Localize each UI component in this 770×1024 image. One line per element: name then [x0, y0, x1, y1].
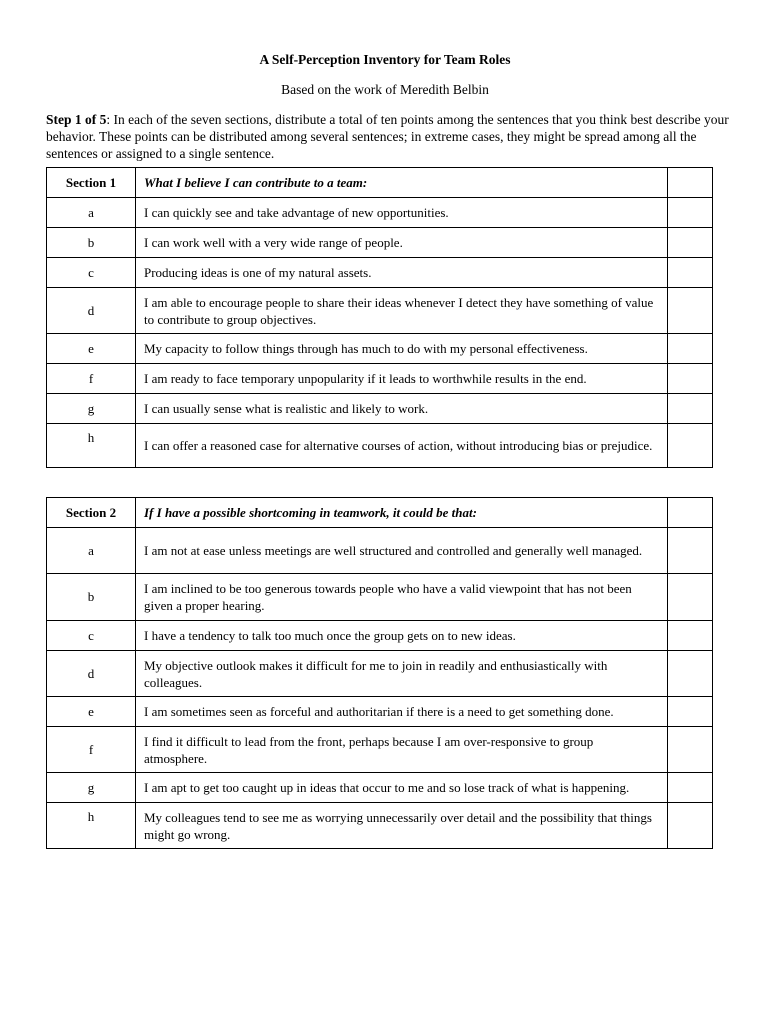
table-row: [47, 228, 713, 258]
section-label: Section 2: [47, 498, 136, 528]
row-letter: b: [47, 574, 136, 621]
row-letter: g: [47, 773, 136, 803]
score-cell[interactable]: [668, 288, 713, 334]
table-row: [47, 528, 713, 574]
table-row: [47, 394, 713, 424]
score-cell[interactable]: [668, 198, 713, 228]
table-row: [47, 334, 713, 364]
row-letter: a: [47, 528, 136, 574]
score-cell[interactable]: [668, 574, 713, 621]
score-cell[interactable]: [668, 803, 713, 849]
row-statement: Producing ideas is one of my natural assets.: [136, 258, 668, 288]
table-row: [47, 773, 713, 803]
table-row: [47, 727, 713, 773]
row-statement: I can usually sense what is realistic and likely to work.: [136, 394, 668, 424]
table-row: [47, 258, 713, 288]
score-cell[interactable]: [668, 773, 713, 803]
section-header-row: [47, 498, 713, 528]
table-row: [47, 198, 713, 228]
row-statement: My objective outlook makes it difficult for me to join in readily and enthusiastically with colleagues.: [136, 651, 668, 697]
section-1-table: [46, 167, 713, 468]
score-cell[interactable]: [668, 621, 713, 651]
row-letter: d: [47, 651, 136, 697]
row-letter: f: [47, 727, 136, 773]
score-cell[interactable]: [668, 228, 713, 258]
row-statement: I can quickly see and take advantage of new opportunities.: [136, 198, 668, 228]
row-letter: a: [47, 198, 136, 228]
row-letter: h: [47, 803, 136, 849]
row-letter: f: [47, 364, 136, 394]
score-cell[interactable]: [668, 697, 713, 727]
row-statement: I am inclined to be too generous towards people who have a valid viewpoint that has not been given a proper hearing.: [136, 574, 668, 621]
row-letter: h: [47, 424, 136, 468]
row-letter: c: [47, 258, 136, 288]
row-statement: I am apt to get too caught up in ideas that occur to me and so lose track of what is happening.: [136, 773, 668, 803]
table-row: [47, 288, 713, 334]
section-label: Section 1: [47, 168, 136, 198]
row-statement: I am able to encourage people to share their ideas whenever I detect they have something of value to contribute to group objectives.: [136, 288, 668, 334]
section-prompt: If I have a possible shortcoming in teamwork, it could be that:: [136, 498, 668, 528]
table-row: [47, 424, 713, 468]
row-statement: I am ready to face temporary unpopularity if it leads to worthwhile results in the end.: [136, 364, 668, 394]
score-cell[interactable]: [668, 424, 713, 468]
row-statement: My capacity to follow things through has much to do with my personal effectiveness.: [136, 334, 668, 364]
section-2-table: [46, 497, 713, 849]
document-subtitle: Based on the work of Meredith Belbin: [281, 82, 489, 97]
row-statement: I can work well with a very wide range of people.: [136, 228, 668, 258]
row-letter: c: [47, 621, 136, 651]
row-letter: e: [47, 334, 136, 364]
score-cell[interactable]: [668, 364, 713, 394]
score-cell[interactable]: [668, 258, 713, 288]
table-row: [47, 651, 713, 697]
row-statement: I find it difficult to lead from the front, perhaps because I am over-responsive to group atmosphere.: [136, 727, 668, 773]
row-statement: I have a tendency to talk too much once the group gets on to new ideas.: [136, 621, 668, 651]
score-cell[interactable]: [668, 498, 713, 528]
table-row: [47, 621, 713, 651]
step-text: : In each of the seven sections, distribute a total of ten points among the sentences that you think best describe your behavior. These points can be distributed among several sentences; in extreme cases, they might be spread among all the sentences or assigned to a single sentence.: [46, 112, 729, 161]
row-statement: I can offer a reasoned case for alternative courses of action, without introducing bias or prejudice.: [136, 424, 668, 468]
score-cell[interactable]: [668, 394, 713, 424]
row-letter: d: [47, 288, 136, 334]
table-row: [47, 364, 713, 394]
section-header-row: [47, 168, 713, 198]
score-cell[interactable]: [668, 528, 713, 574]
score-cell[interactable]: [668, 651, 713, 697]
row-letter: e: [47, 697, 136, 727]
step-label: Step 1 of 5: [46, 112, 107, 127]
table-row: [47, 574, 713, 621]
instructions: [46, 111, 730, 162]
document-title: A Self-Perception Inventory for Team Roles: [259, 52, 511, 67]
row-letter: g: [47, 394, 136, 424]
table-row: [47, 803, 713, 849]
score-cell[interactable]: [668, 334, 713, 364]
row-letter: b: [47, 228, 136, 258]
score-cell[interactable]: [668, 727, 713, 773]
row-statement: I am sometimes seen as forceful and authoritarian if there is a need to get something done.: [136, 697, 668, 727]
score-cell[interactable]: [668, 168, 713, 198]
section-prompt: What I believe I can contribute to a team:: [136, 168, 668, 198]
row-statement: I am not at ease unless meetings are well structured and controlled and generally well managed.: [136, 528, 668, 574]
table-row: [47, 697, 713, 727]
row-statement: My colleagues tend to see me as worrying unnecessarily over detail and the possibility that things might go wrong.: [136, 803, 668, 849]
